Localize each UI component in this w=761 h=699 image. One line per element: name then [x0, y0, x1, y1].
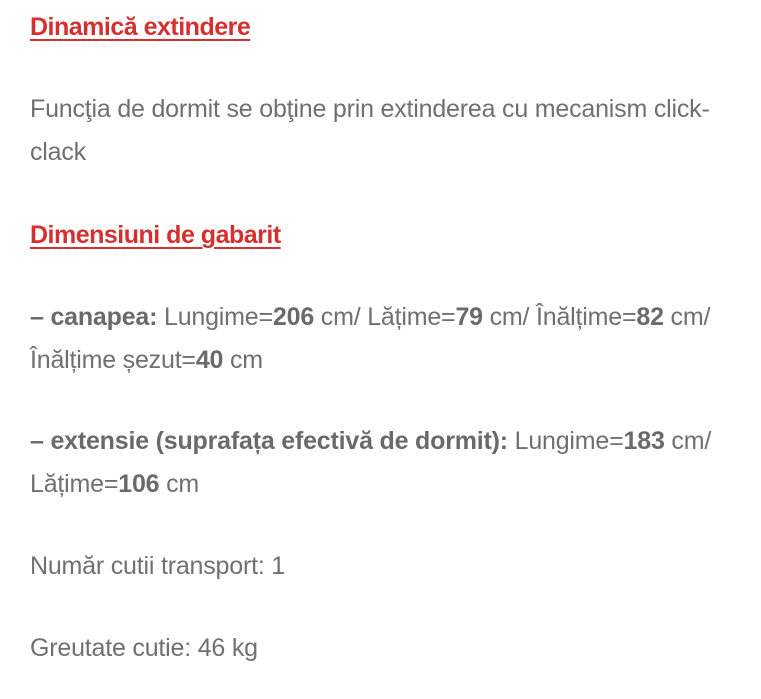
canapea-label: – canapea:	[30, 303, 158, 331]
canapea-lungime: 206	[272, 303, 315, 331]
heading-dinamica-extindere: Dinamică extindere	[30, 13, 251, 41]
canapea-inaltime-sezut: 40	[195, 346, 224, 374]
extensie-label: – extensie (suprafața efectivă de dormit):	[30, 427, 508, 455]
extension-description: Funcţia de dormit se obţine prin extinderea cu mecanism click-clack	[30, 95, 710, 166]
transport-boxes: Număr cutii transport: 1	[30, 552, 286, 580]
extensie-lungime: 183	[623, 427, 665, 455]
box-weight: Greutate cutie: 46 kg	[30, 634, 258, 662]
dimensions-canapea: – canapea: Lungime=206 cm/ Lățime=79 cm/ Înălțime=82 cm/ Înălțime șezut=40 cm	[30, 303, 711, 374]
canapea-inaltime: 82	[636, 303, 664, 331]
extensie-latime: 106	[118, 470, 160, 498]
dimensions-extensie: – extensie (suprafața efectivă de dormit): Lungime=183 cm/ Lățime=106 cm	[30, 427, 712, 498]
canapea-latime: 79	[455, 303, 483, 331]
heading-dimensiuni-gabarit: Dimensiuni de gabarit	[30, 221, 281, 249]
